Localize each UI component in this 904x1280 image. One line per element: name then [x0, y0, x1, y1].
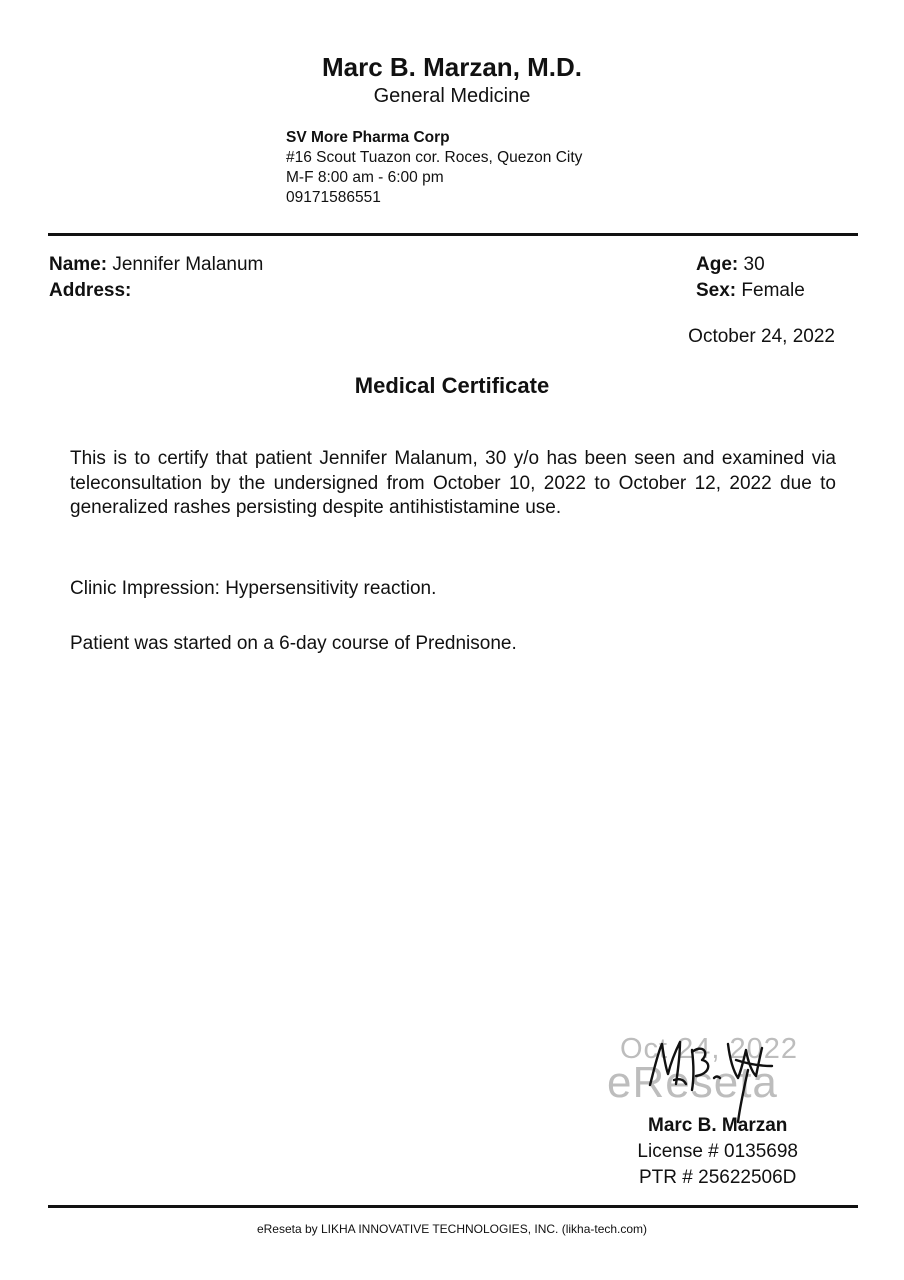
header-divider	[48, 233, 858, 236]
patient-address-label: Address:	[49, 280, 132, 301]
patient-age-value: 30	[743, 254, 765, 275]
certificate-paragraph-2: Clinic Impression: Hypersensitivity reaction.	[70, 578, 437, 599]
signer-name: Marc B. Marzan	[648, 1115, 788, 1136]
patient-name-field	[49, 254, 263, 276]
patient-age-label: Age:	[696, 254, 739, 275]
doctor-name: Marc B. Marzan, M.D.	[321, 52, 583, 82]
clinic-address: #16 Scout Tuazon cor. Roces, Quezon City	[286, 149, 583, 166]
clinic-name: SV More Pharma Corp	[286, 129, 450, 146]
certificate-date: October 24, 2022	[688, 326, 835, 347]
patient-sex-field	[696, 280, 805, 302]
license-number: License # 0135698	[637, 1141, 798, 1162]
signature-block	[637, 1113, 798, 1191]
clinic-phone: 09171586551	[286, 189, 381, 206]
patient-sex-value: Female	[741, 280, 805, 301]
patient-name-value: Jennifer Malanum	[112, 254, 264, 275]
patient-address-field	[49, 280, 131, 302]
patient-sex-label: Sex:	[696, 280, 737, 301]
footer-divider	[48, 1205, 858, 1208]
certificate-title: Medical Certificate	[354, 373, 550, 398]
patient-age-field	[696, 254, 765, 276]
footer-text: eReseta by LIKHA INNOVATIVE TECHNOLOGIES, INC. (likha-tech.com)	[256, 1222, 648, 1236]
ptr-number: PTR # 25622506D	[639, 1167, 797, 1188]
clinic-hours: M-F 8:00 am - 6:00 pm	[286, 169, 444, 186]
handwritten-signature	[640, 1030, 780, 1125]
doctor-specialty: General Medicine	[373, 85, 531, 107]
watermark-date: Oct 24, 2022	[620, 1033, 799, 1065]
clinic-info	[286, 128, 582, 208]
certificate-paragraph-3: Patient was started on a 6-day course of Prednisone.	[70, 633, 517, 654]
certificate-paragraph-1: This is to certify that patient Jennifer Malanum, 30 y/o has been seen and examined via teleconsultation by the undersigned from October 10, 2022 to October 12, 2022 due to generalized rashes persisting despite antihististamine use.	[70, 448, 836, 518]
watermark-brand: eReseta	[607, 1058, 778, 1107]
patient-name-label: Name:	[49, 254, 108, 275]
